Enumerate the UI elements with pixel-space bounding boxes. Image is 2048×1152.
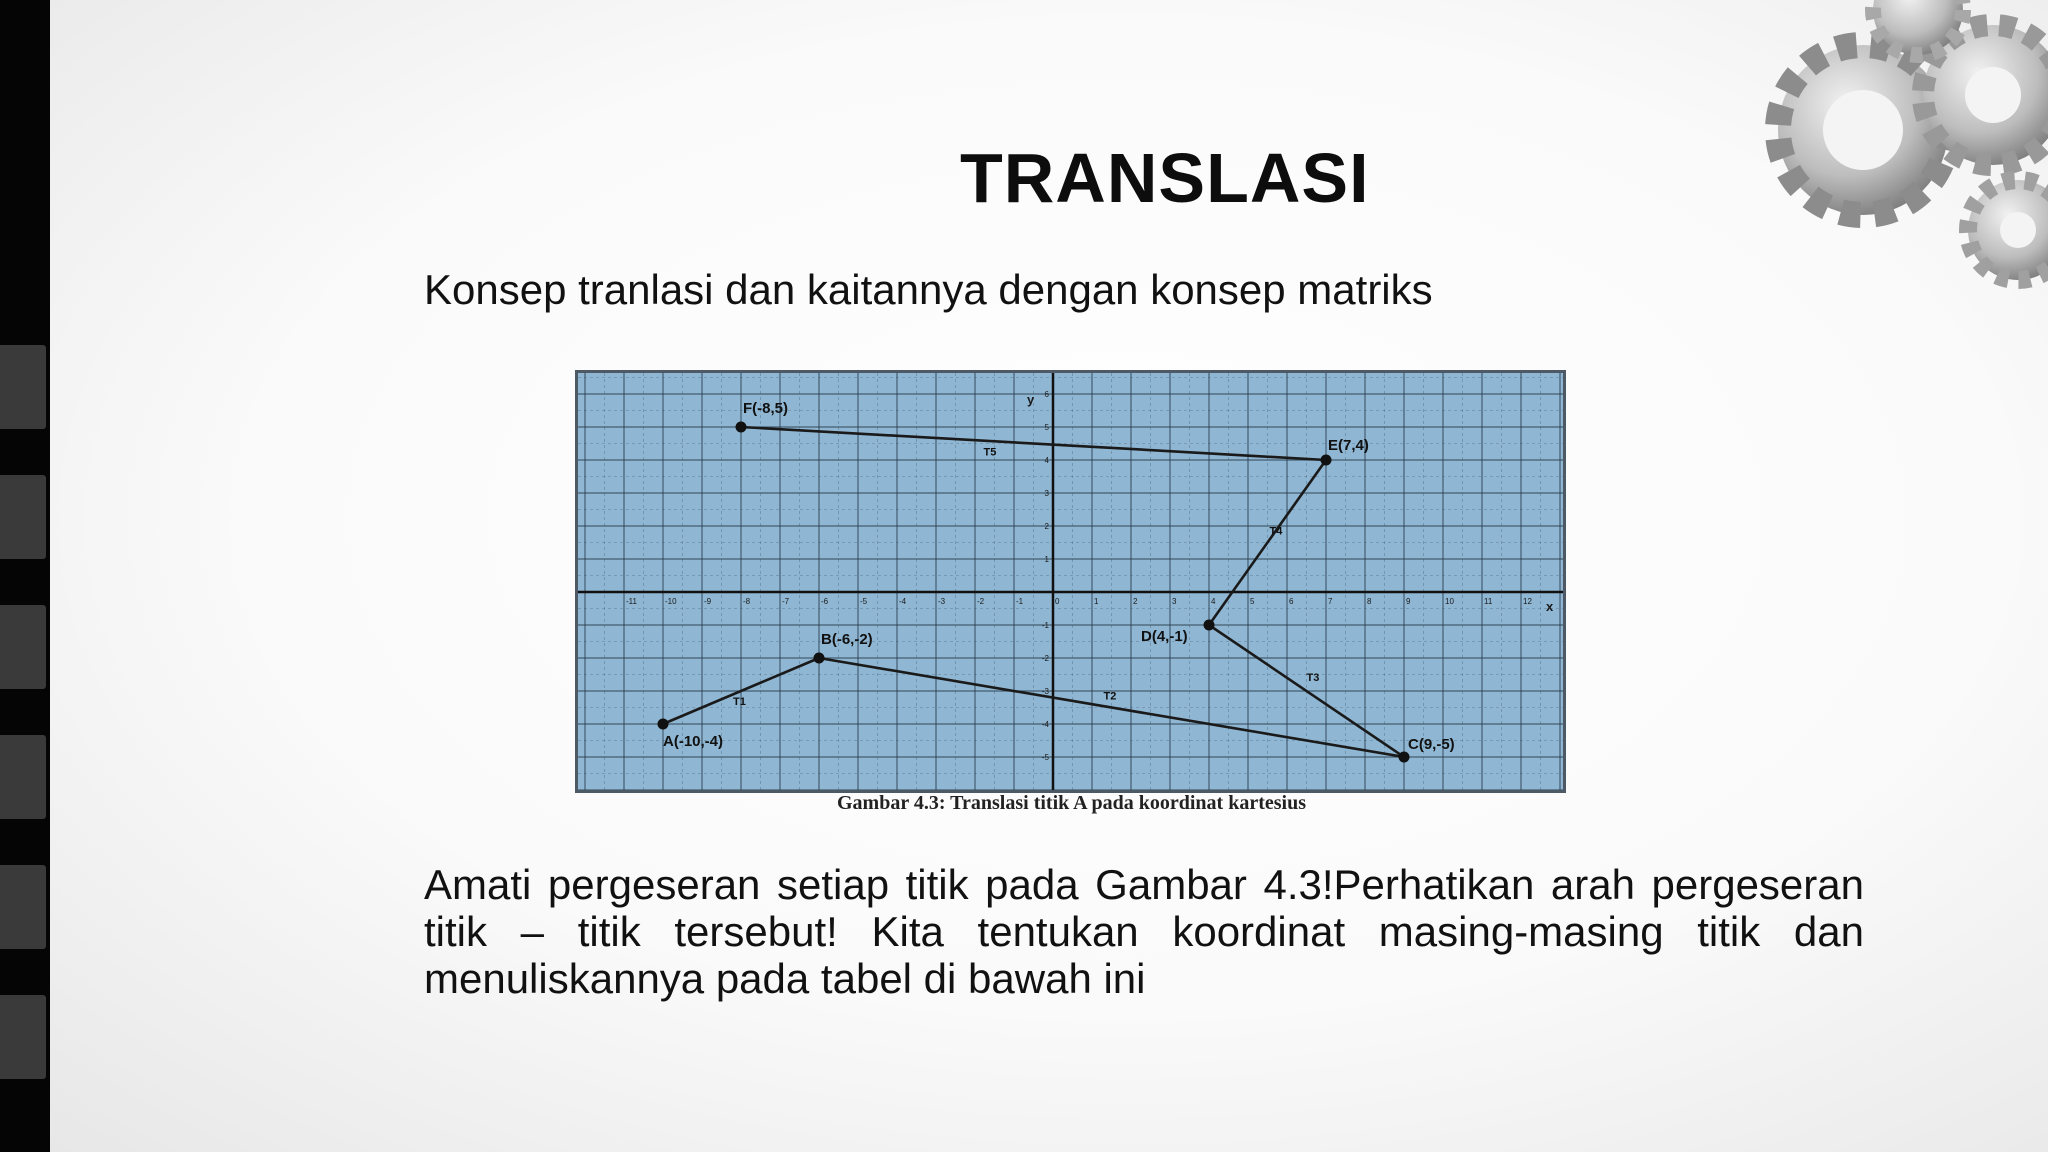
point-marker (814, 653, 825, 664)
graph-svg (578, 373, 1563, 790)
x-tick-label: 11 (1484, 597, 1493, 606)
x-tick-label: -2 (977, 597, 985, 606)
point-label: E(7,4) (1328, 437, 1369, 454)
x-tick-label: 7 (1328, 597, 1333, 606)
y-tick-label: 6 (1044, 390, 1049, 399)
segment-label: T2 (1103, 690, 1117, 703)
y-tick-label: -3 (1041, 687, 1049, 696)
slide-subtitle: Konsep tranlasi dan kaitannya dengan konsep matriks (424, 266, 1433, 313)
figure-caption: Gambar 4.3: Translasi titik A pada koordinat kartesius (837, 792, 1306, 814)
x-tick-label: -9 (704, 597, 712, 606)
film-hole (0, 865, 46, 949)
slide-title: TRANSLASI (960, 139, 1370, 217)
y-tick-label: 4 (1044, 456, 1049, 465)
x-tick-label: 0 (1055, 597, 1060, 606)
x-tick-label: -1 (1016, 597, 1024, 606)
x-tick-label: 3 (1172, 597, 1177, 606)
film-strip-decoration (0, 0, 50, 1152)
segment-label: T4 (1269, 525, 1283, 538)
point-marker (1399, 752, 1410, 763)
point-label: C(9,-5) (1408, 736, 1455, 753)
segment-label: T1 (733, 696, 746, 708)
y-tick-label: 5 (1044, 423, 1049, 432)
y-tick-label: 3 (1044, 489, 1049, 498)
y-axis-label: y (1027, 392, 1035, 407)
x-tick-label: -3 (938, 597, 946, 606)
x-tick-label: -6 (821, 597, 829, 606)
point-label: A(-10,-4) (663, 733, 724, 750)
x-tick-label: 4 (1211, 597, 1216, 606)
gear-icon (1968, 180, 2048, 280)
body-paragraph: Amati pergeseran setiap titik pada Gambar 4.3!Perhatikan arah pergeseran titik – titik tersebut! Kita tentukan koordinat masing-masing titik dan menuliskannya pada tabel di bawah ini (424, 861, 1864, 1002)
segment-label: T5 (983, 446, 997, 459)
x-tick-label: 6 (1289, 597, 1294, 606)
point-marker (658, 719, 669, 730)
x-tick-label: 10 (1445, 597, 1454, 606)
point-marker (1204, 620, 1215, 631)
x-tick-label: -4 (899, 597, 907, 606)
gears-decoration (1648, 0, 2048, 300)
film-hole (0, 605, 46, 689)
x-tick-label: 8 (1367, 597, 1372, 606)
y-tick-label: 1 (1044, 555, 1049, 564)
x-tick-label: -5 (860, 597, 868, 606)
point-marker (1321, 455, 1332, 466)
x-tick-label: 5 (1250, 597, 1255, 606)
x-tick-label: 1 (1094, 597, 1099, 606)
x-tick-label: -8 (743, 597, 751, 606)
x-tick-label: -11 (626, 597, 637, 606)
x-tick-label: 2 (1133, 597, 1138, 606)
y-tick-label: 2 (1044, 522, 1049, 531)
cartesian-graph (575, 370, 1566, 793)
x-tick-label: 9 (1406, 597, 1411, 606)
film-hole (0, 995, 46, 1079)
x-tick-label: -10 (665, 597, 677, 606)
point-label: F(-8,5) (743, 400, 788, 417)
y-tick-label: -1 (1041, 621, 1049, 630)
y-tick-label: -2 (1041, 654, 1049, 663)
y-tick-label: -5 (1041, 753, 1049, 762)
film-hole (0, 475, 46, 559)
point-label: B(-6,-2) (821, 631, 873, 648)
film-hole (0, 345, 46, 429)
x-tick-label: -7 (782, 597, 790, 606)
gear-icon (1778, 45, 1948, 215)
y-tick-label: -4 (1041, 720, 1049, 729)
x-axis-label: x (1546, 599, 1554, 614)
point-label: D(4,-1) (1141, 628, 1188, 645)
segment-label: T3 (1306, 672, 1320, 684)
point-marker (736, 422, 747, 433)
x-tick-label: 12 (1523, 597, 1532, 606)
